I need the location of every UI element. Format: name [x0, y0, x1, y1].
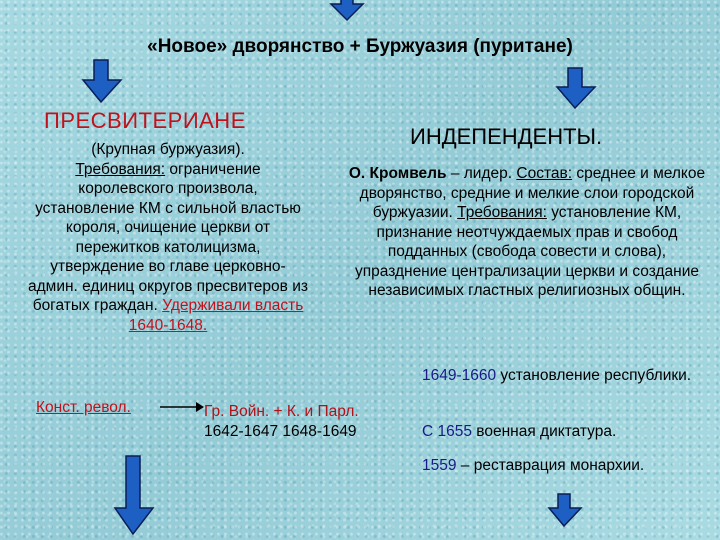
page-title: «Новое» дворянство + Буржуазия (пуритане) — [147, 36, 573, 57]
right-requirements-label: Требования: — [457, 204, 547, 221]
right-column-text — [340, 164, 714, 301]
bottom-left-down-arrow-icon — [114, 456, 154, 536]
right-leader-name: О. Кромвель — [348, 165, 447, 182]
left-column-text — [28, 140, 308, 335]
right-arrow-icon — [160, 400, 204, 414]
dictatorship-text: военная диктатура. — [471, 423, 617, 440]
civil-war-block — [204, 402, 359, 441]
republic-text: установление республики. — [496, 367, 692, 384]
right-composition-label: Состав: — [516, 165, 573, 182]
right-leader-text: – лидер. — [446, 165, 517, 182]
left-requirements-label: Требования: — [75, 160, 166, 178]
dictatorship-years: С 1655 — [422, 423, 472, 440]
left-held-years: 1640-1648. — [128, 316, 208, 334]
left-heading: ПРЕСВИТЕРИАНЕ — [44, 108, 246, 133]
civil-war-label: Гр. Войн. + К. и Парл. — [204, 403, 359, 420]
civil-war-years: 1642-1647 1648-1649 — [204, 422, 357, 440]
right-down-arrow-icon — [556, 68, 596, 110]
right-composition-text: среднее и мелкое дворянство, средние и мелкие слои городской буржуазии. — [359, 165, 706, 221]
left-held-power: Удерживали власть — [162, 297, 304, 314]
left-requirements-text: ограничение королевского произвола, установление КМ с сильной властью короля, очищение церкви от пережитков католицизма, утверждение во главе церковно-админ. единиц округов пресвитеров из богатых граждан. — [28, 160, 308, 314]
top-down-arrow-icon — [330, 0, 364, 22]
right-requirements-text: установление КМ, признание неотчуждаемых прав и свобод подданных (свобода совести и слова), упразднение централизации церкви и создание независимых гластных религиозных общин. — [354, 204, 700, 299]
right-heading: ИНДЕПЕНДЕНТЫ. — [410, 124, 603, 149]
bottom-right-down-arrow-icon — [548, 494, 582, 528]
restoration-block — [422, 456, 644, 476]
konst-revol-label: Конст. револ. — [36, 399, 131, 416]
left-subtitle: (Крупная буржуазия). — [91, 141, 245, 158]
left-down-arrow-icon — [82, 60, 122, 104]
restoration-text: – реставрация монархии. — [456, 457, 645, 474]
restoration-years: 1559 — [422, 457, 457, 474]
republic-years: 1649-1660 — [422, 367, 497, 384]
republic-block — [422, 366, 692, 386]
dictatorship-block — [422, 422, 616, 442]
